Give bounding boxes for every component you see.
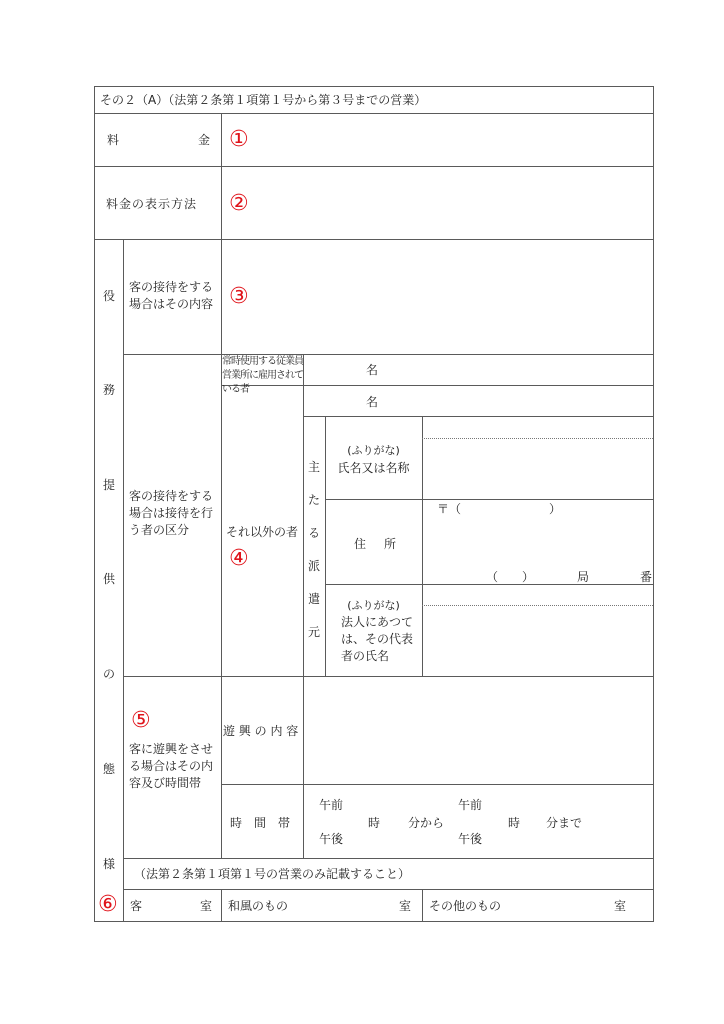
col-line [422,889,423,921]
time-from: 分から [408,816,445,830]
employed-name: 名 [366,363,379,377]
furigana-label: (ふりがな) [347,444,400,457]
row-line [123,858,654,859]
phone-ban: 番 [640,570,653,584]
name-label: 氏名又は名称 [337,461,410,475]
service-char: 供 [103,572,116,586]
marker-3: ③ [229,284,249,309]
postal-close: ） [549,502,562,516]
phone-paren: （ ） [486,570,535,584]
service-char: 役 [103,289,116,303]
row-line [94,239,654,240]
entertain-label: 客の接待をする場合はその内容 [129,280,214,311]
col-line [303,354,304,676]
note-text: （法第２条第１項第１号の営業のみ記載すること） [134,867,411,881]
service-char: 務 [103,383,116,397]
amusement-label: 客に遊興をさせる場合はその内容及び時間帯 [129,742,214,790]
dispatcher-char: た [308,493,321,507]
dispatcher-char: 遣 [308,592,321,606]
furigana-separator [422,605,653,606]
time-pm-1: 午後 [319,832,344,846]
col-line [303,676,304,858]
others-name: 名 [366,395,379,409]
marker-6: ⑥ [98,892,118,917]
service-char: 提 [103,478,116,492]
marker-1: ① [229,127,249,152]
table-border-bottom [94,921,654,922]
postal-mark: 〒（ [437,502,462,516]
marker-4: ④ [229,546,249,571]
phone-kyoku: 局 [577,570,590,584]
japanese-rooms-label: 和風のもの [228,899,289,913]
marker-2: ② [229,191,249,216]
row-line [123,889,654,890]
employed-label: 常時使用する従業員 営業所に雇用されている者 [222,356,303,395]
time-hour-1: 時 [368,816,381,830]
row-line [94,113,654,114]
japanese-rooms-unit: 室 [399,899,412,913]
service-char: 態 [103,762,116,776]
amusement-content-label: 遊 興 の 内 容 [223,724,299,738]
time-pm-2: 午後 [458,832,483,846]
fee-label-1: 料 [107,133,120,147]
row-line [221,784,654,785]
row-line [303,416,654,417]
dispatcher-char: る [308,526,321,540]
other-rooms-unit: 室 [614,899,627,913]
rooms-label-2: 室 [200,899,213,913]
time-label: 時 間 帯 [230,816,291,830]
fee-label-2: 金 [198,133,211,147]
classify-label: 客の接待をする場合は接待を行う者の区分 [129,489,214,537]
service-char: 様 [103,857,116,871]
col-line [221,889,222,921]
col-line [123,239,124,921]
row-line [325,499,654,500]
time-am-1: 午前 [319,798,344,812]
other-rooms-label: その他のもの [429,899,502,913]
rooms-label-1: 客 [130,899,143,913]
row-line [94,166,654,167]
form-header: その２（A）（法第２条第１項第１号から第３号までの営業） [100,93,427,107]
address-label-1: 住 [354,537,367,551]
col-line [221,113,222,858]
row-line [123,676,654,677]
representative-label: 法人にあつては、その代表者の氏名 [341,615,414,663]
table-border-top [94,86,654,87]
marker-5: ⑤ [131,708,151,733]
furigana-label: (ふりがな) [347,599,400,612]
time-until: 分まで [546,816,583,830]
display-method-label: 料金の表示方法 [106,197,198,211]
table-border-left [94,86,95,922]
col-line [422,416,423,676]
address-label-2: 所 [384,537,397,551]
row-line [123,354,654,355]
furigana-separator [422,438,653,439]
time-am-2: 午前 [458,798,483,812]
service-char: の [103,667,116,681]
time-hour-2: 時 [508,816,521,830]
dispatcher-char: 元 [308,625,321,639]
others-label: それ以外の者 [226,525,299,539]
dispatcher-char: 主 [308,460,321,474]
table-border-right [653,86,654,922]
dispatcher-char: 派 [308,559,321,573]
